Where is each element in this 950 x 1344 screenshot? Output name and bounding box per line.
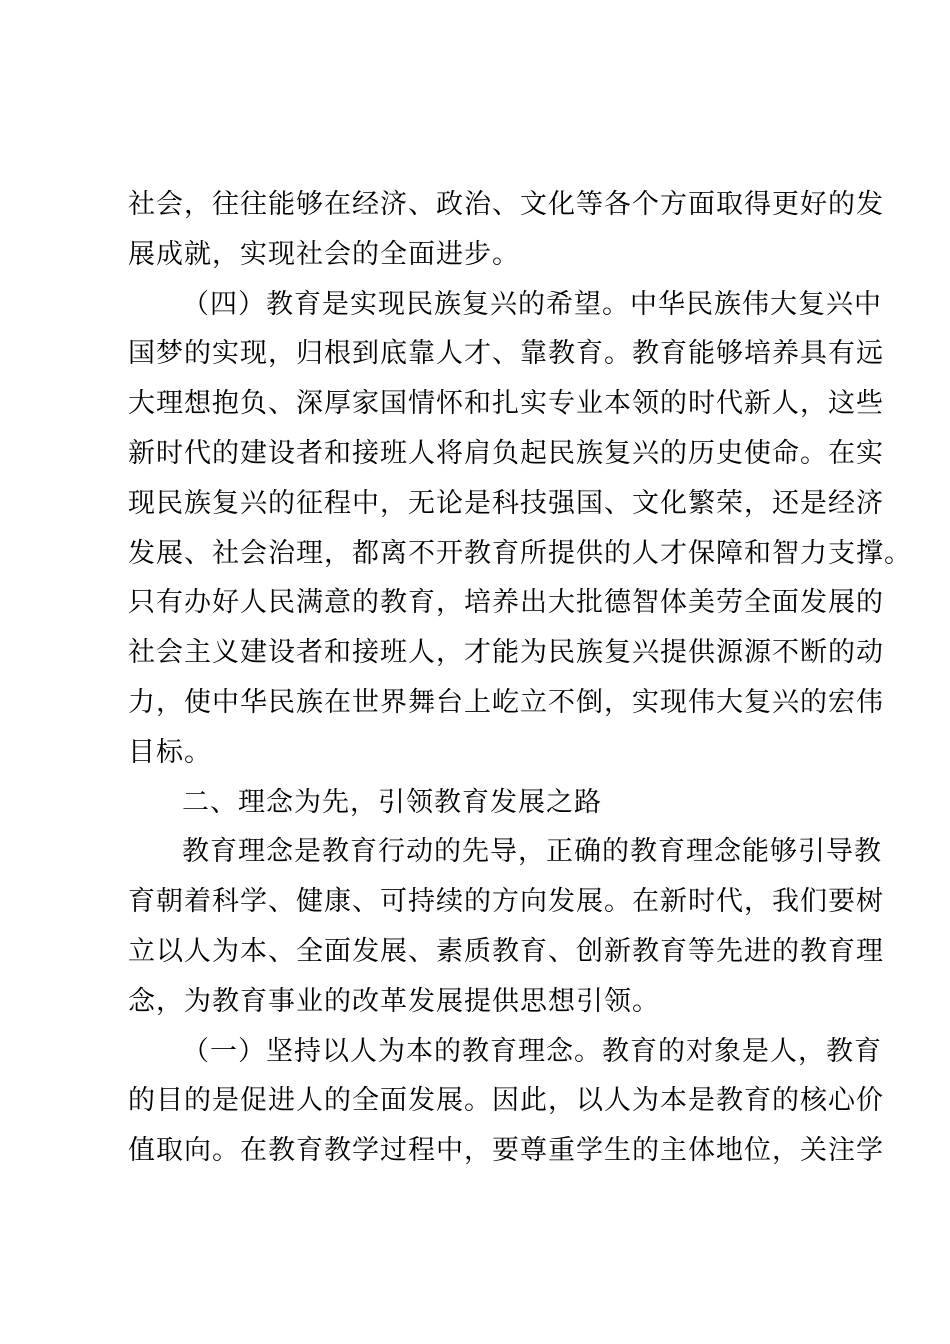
text-line: 目标。 xyxy=(128,736,212,768)
text-line: 大理想抱负、深厚家国情怀和扎实专业本领的时代新人，这些 xyxy=(128,388,884,420)
text-line: 教育理念是教育行动的先导，正确的教育理念能够引导教 xyxy=(182,836,882,868)
text-line: 现民族复兴的征程中，无论是科技强国、文化繁荣，还是经济 xyxy=(128,487,884,519)
text-line: 只有办好人民满意的教育，培养出大批德智体美劳全面发展的 xyxy=(128,587,884,619)
text-line: 社会，往往能够在经济、政治、文化等各个方面取得更好的发 xyxy=(128,189,884,220)
chapter-heading-line: 二、理念为先，引领教育发展之路 xyxy=(182,786,602,818)
text-line: 国梦的实现，归根到底靠人才、靠教育。教育能够培养具有远 xyxy=(128,338,884,370)
text-line: 发展、社会治理，都离不开教育所提供的人才保障和智力支撑。 xyxy=(128,537,912,569)
document-body xyxy=(128,180,912,1176)
section-heading-line: （一）坚持以人为本的教育理念。教育的对象是人，教育 xyxy=(182,1035,882,1067)
text-line: 的目的是促进人的全面发展。因此，以人为本是教育的核心价 xyxy=(128,1085,884,1117)
text-line: 立以人为本、全面发展、素质教育、创新教育等先进的教育理 xyxy=(128,935,884,967)
section-heading-line: （四）教育是实现民族复兴的希望。中华民族伟大复兴中 xyxy=(182,288,882,320)
text-line: 念，为教育事业的改革发展提供思想引领。 xyxy=(128,985,660,1017)
text-line: 新时代的建设者和接班人将肩负起民族复兴的历史使命。在实 xyxy=(128,437,884,469)
text-line: 力，使中华民族在世界舞台上屹立不倒，实现伟大复兴的宏伟 xyxy=(128,686,884,718)
text-line: 社会主义建设者和接班人，才能为民族复兴提供源源不断的动 xyxy=(128,637,884,669)
text-line: 展成就，实现社会的全面进步。 xyxy=(128,238,520,270)
text-line: 育朝着科学、健康、可持续的方向发展。在新时代，我们要树 xyxy=(128,886,884,918)
text-line: 值取向。在教育教学过程中，要尊重学生的主体地位，关注学 xyxy=(128,1135,884,1167)
